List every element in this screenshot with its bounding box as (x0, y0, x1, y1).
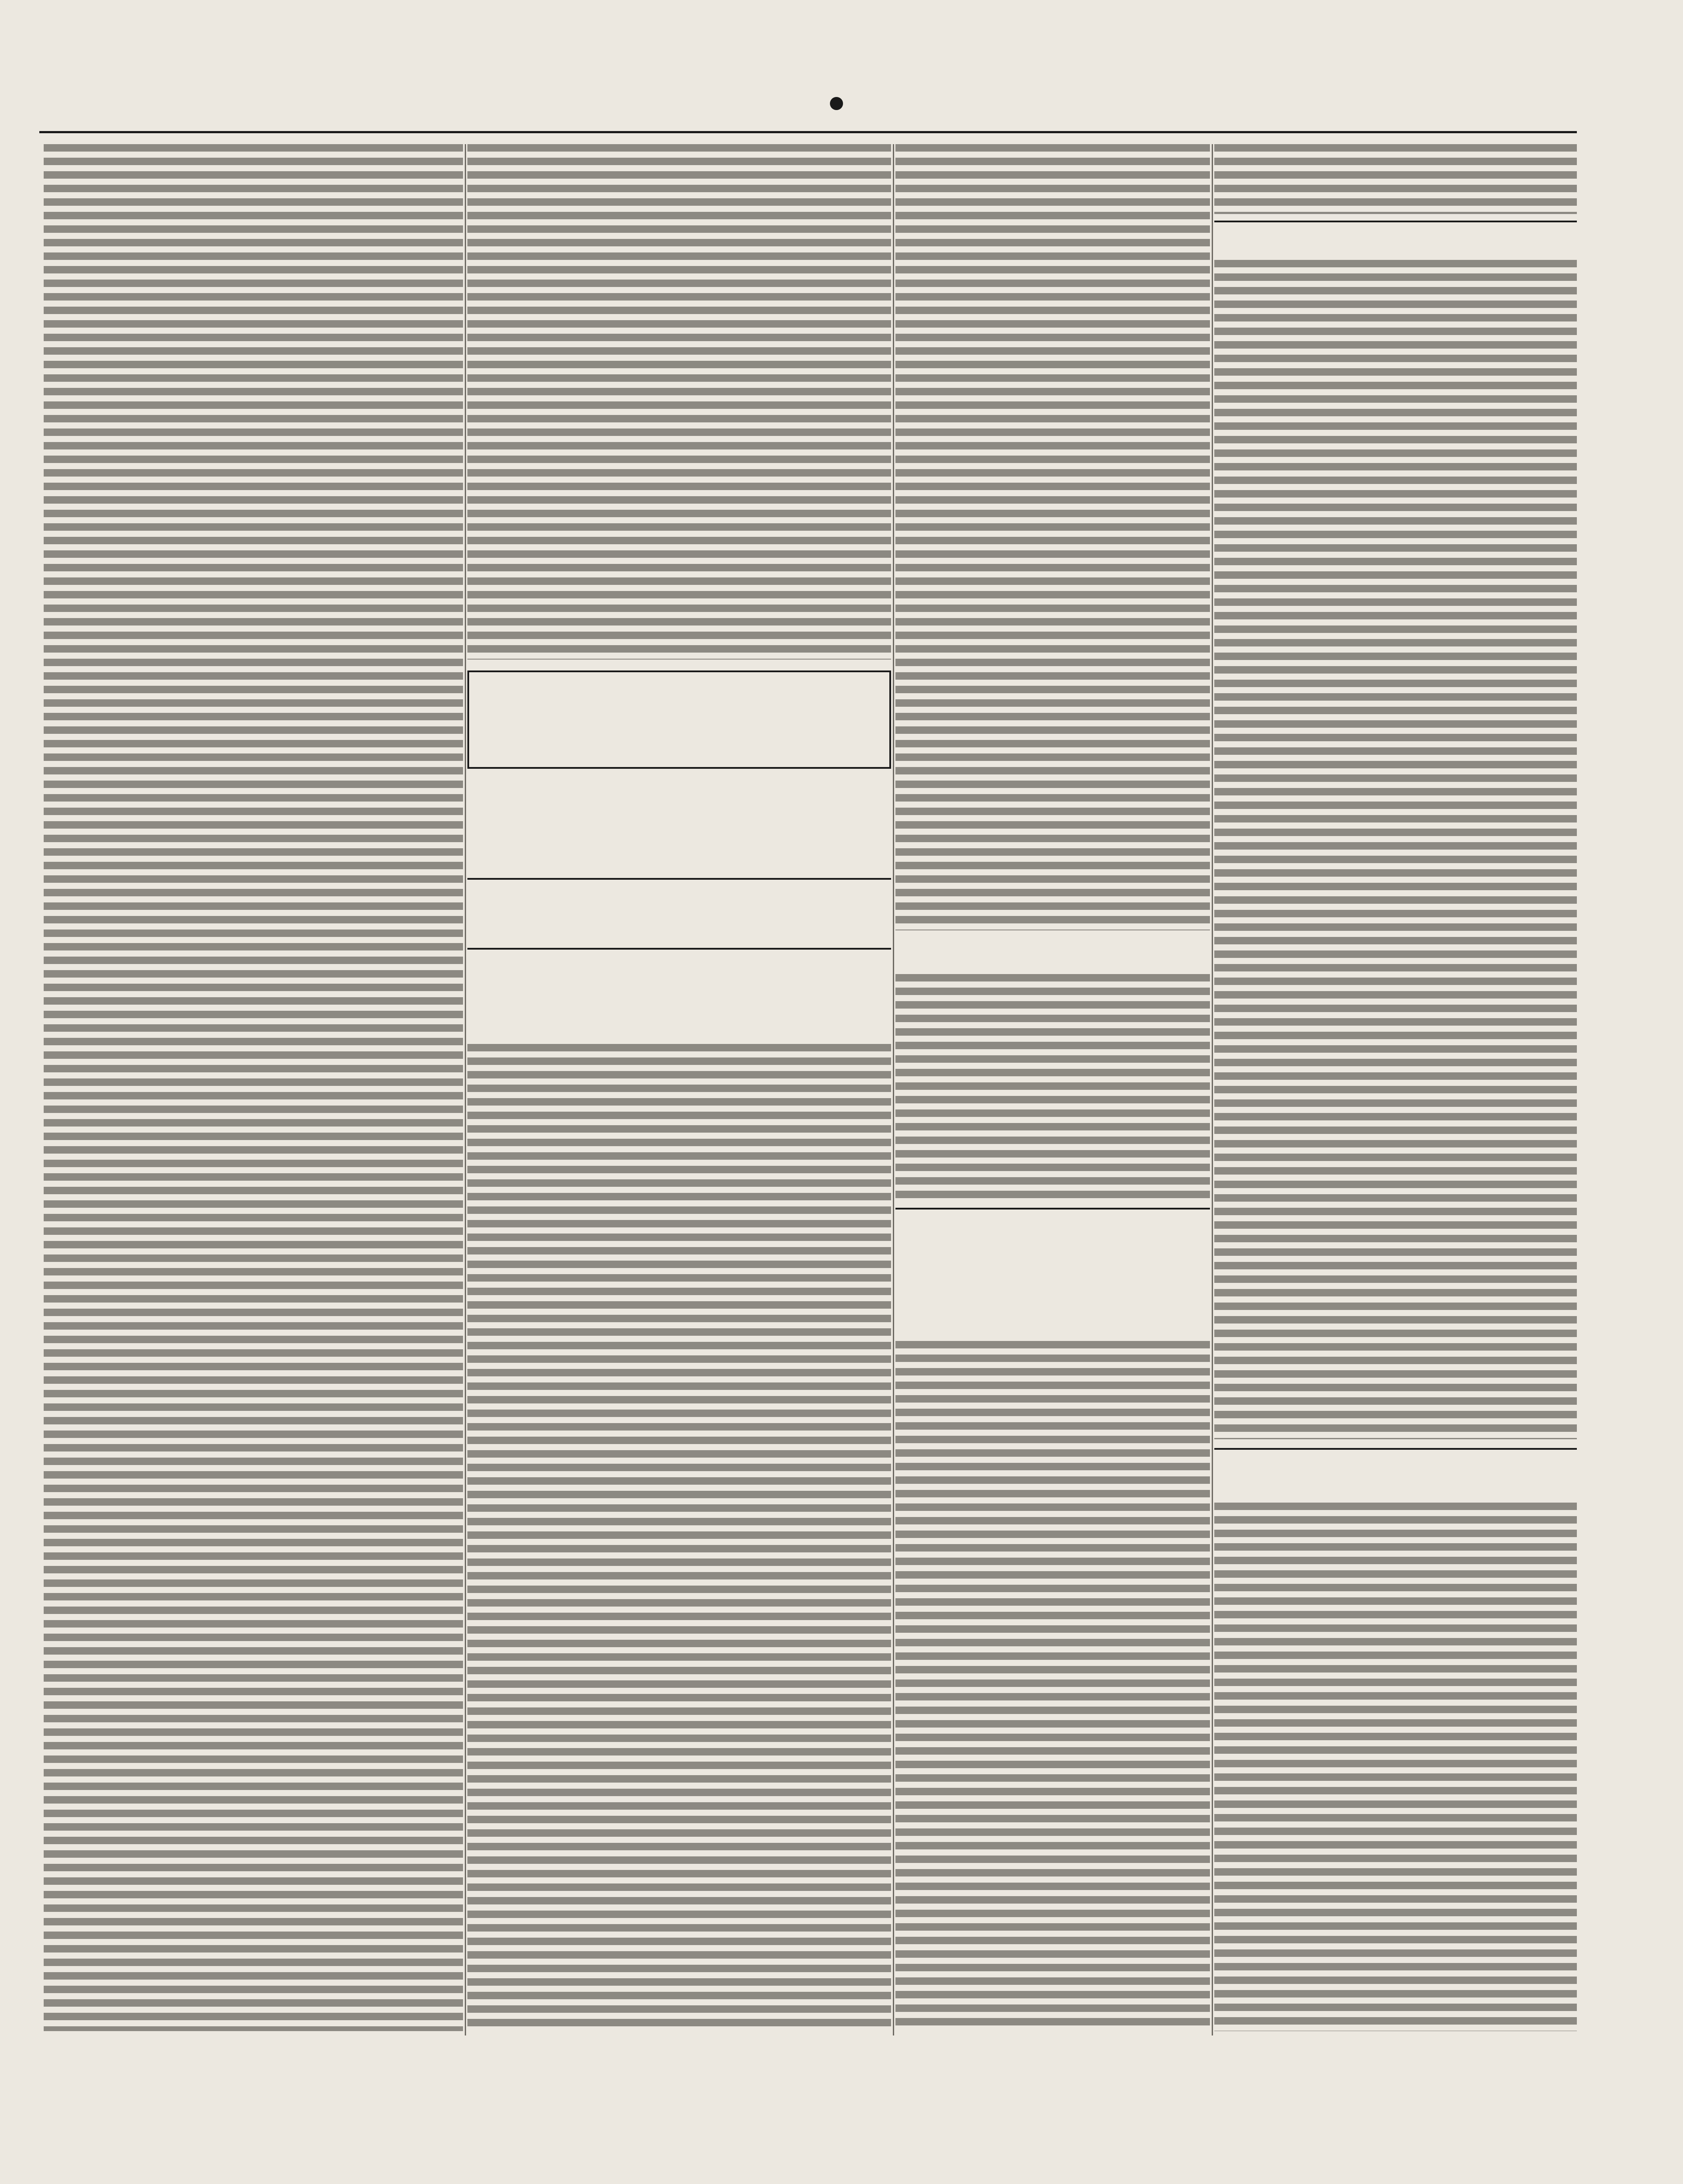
section-heading (895, 943, 1210, 965)
page-header (39, 97, 1577, 122)
circulation-notice (467, 670, 891, 769)
column-divider (893, 144, 894, 2035)
court-item-subtitle (467, 1022, 891, 1038)
article-body (467, 144, 891, 660)
notices-heading (1214, 1455, 1577, 1475)
divider (467, 948, 891, 950)
column-4 (1214, 144, 1577, 2035)
divider (467, 878, 891, 880)
article-body (895, 144, 1210, 930)
article-body (44, 144, 463, 2031)
advertisement (467, 782, 891, 869)
article-body (1214, 1503, 1577, 2031)
court-item-title (467, 996, 891, 1018)
column-1 (44, 144, 463, 2035)
article-body (467, 1044, 891, 2031)
divider (895, 1208, 1210, 1209)
divider (1214, 221, 1577, 222)
column-divider (465, 144, 466, 2035)
arts-section-title (895, 1214, 1210, 1258)
article-body (895, 1341, 1210, 2031)
article-body (895, 974, 1210, 1201)
article-body (1214, 144, 1577, 214)
office-hours (467, 887, 891, 943)
column-divider (1212, 144, 1213, 2035)
court-section-title (467, 957, 891, 992)
section-heading (1214, 227, 1577, 253)
article-body (1214, 260, 1577, 1439)
header-rule (39, 131, 1577, 133)
arts-item-title (895, 1262, 1210, 1332)
column-2 (467, 144, 891, 2035)
notices-subheading (1214, 1476, 1577, 1494)
divider (1214, 1448, 1577, 1450)
column-3 (895, 144, 1210, 2035)
page-ornament (830, 97, 843, 110)
